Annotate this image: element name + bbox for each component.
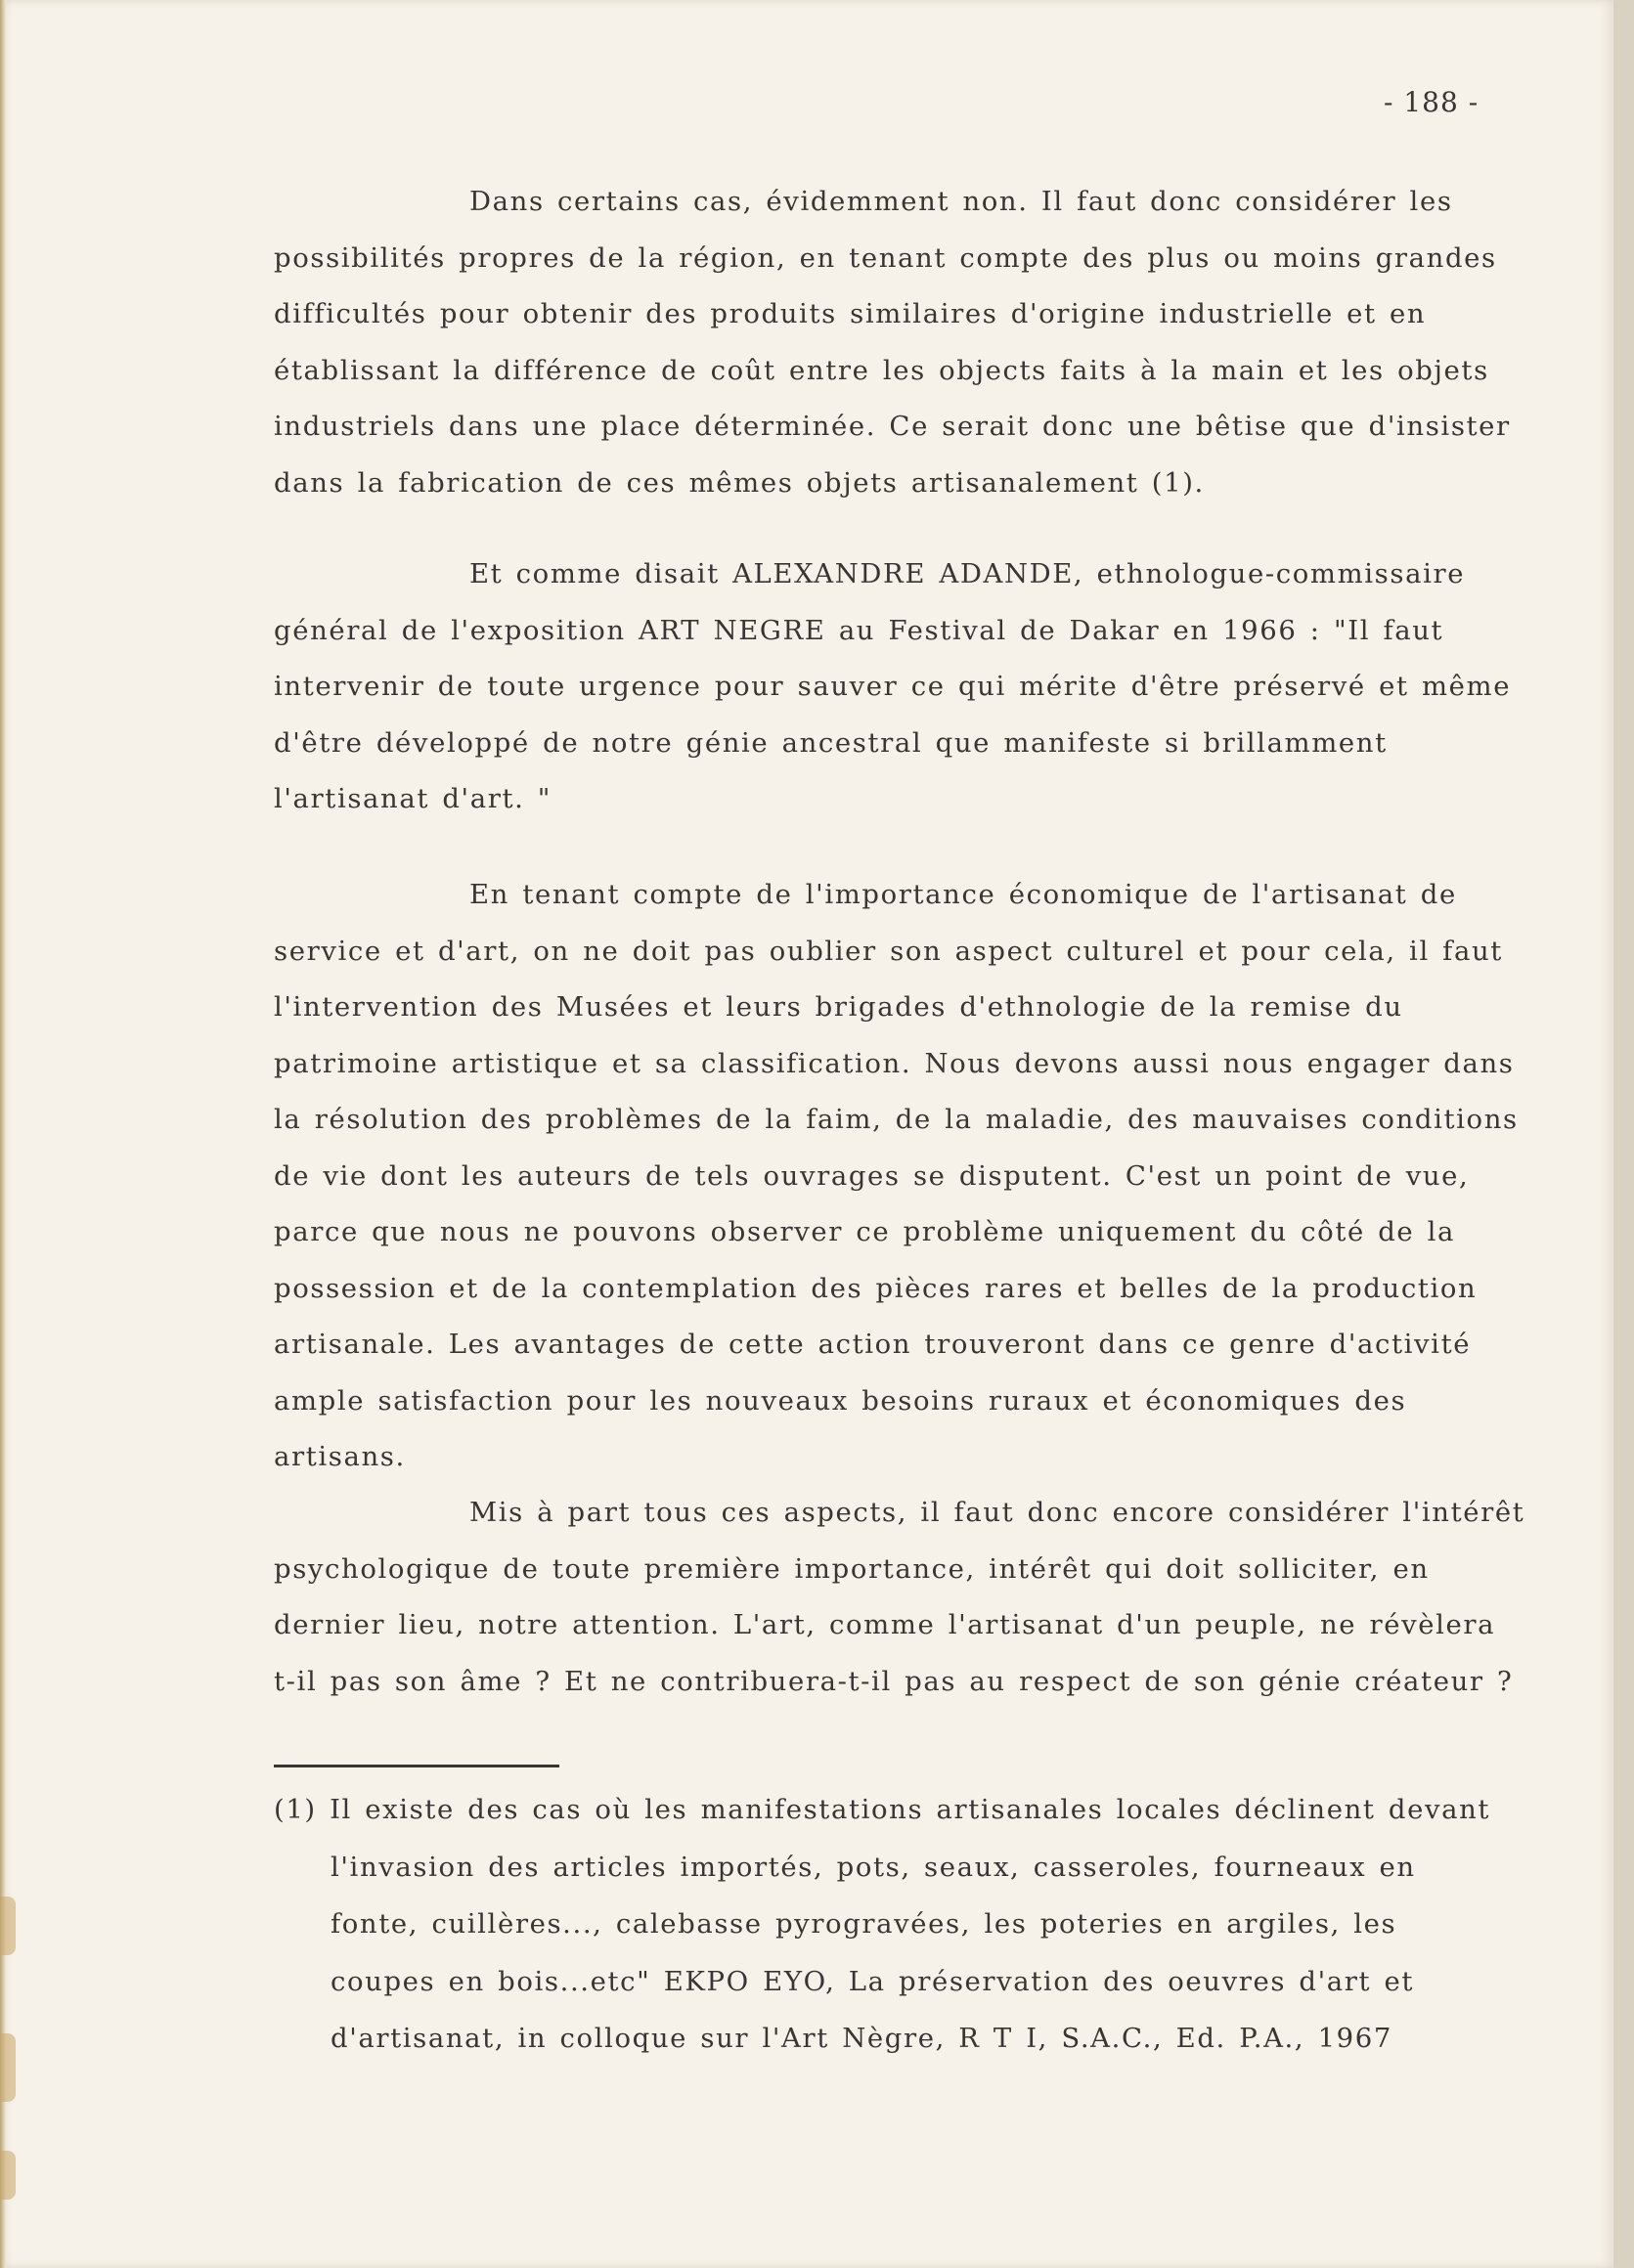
text-line: d'être développé de notre génie ancestral que manifeste si brillamment xyxy=(274,726,1388,759)
text-line: service et d'art, on ne doit pas oublier son aspect culturel et pour cela, il faut xyxy=(274,935,1503,967)
text-line: dernier lieu, notre attention. L'art, comme l'artisanat d'un peuple, ne révèlera xyxy=(274,1609,1496,1640)
text-line: possession et de la contemplation des pièces rares et belles de la production xyxy=(274,1272,1478,1304)
footnote-line: l'invasion des articles importés, pots, seaux, casseroles, fourneaux en xyxy=(331,1851,1416,1883)
text-line: l'artisanat d'art. " xyxy=(274,783,552,814)
text-line: la résolution des problèmes de la faim, de la maladie, des mauvaises conditions xyxy=(274,1104,1519,1135)
text-line: parce que nous ne pouvons observer ce problème uniquement du côté de la xyxy=(274,1216,1456,1247)
text-line: En tenant compte de l'importance économique de l'artisanat de xyxy=(469,879,1457,910)
page-number: - 188 - xyxy=(1384,86,1479,118)
text-line: psychologique de toute première importance, intérêt qui doit solliciter, en xyxy=(274,1552,1430,1585)
paper-stain xyxy=(0,2151,16,2200)
text-line: de vie dont les auteurs de tels ouvrages se disputent. C'est un point de vue, xyxy=(274,1159,1470,1192)
paragraph-4 xyxy=(274,1485,1594,1710)
footnote-separator xyxy=(274,1765,559,1767)
text-line: dans la fabrication de ces mêmes objets artisanalement (1). xyxy=(274,466,1205,499)
text-line: artisanale. Les avantages de cette action trouveront dans ce genre d'activité xyxy=(274,1329,1472,1360)
text-line: industriels dans une place déterminée. Ce serait donc une bêtise que d'insister xyxy=(274,411,1511,442)
footnote-line: fonte, cuillères..., calebasse pyrogravées, les poteries en argiles, les xyxy=(331,1908,1397,1940)
text-line: ample satisfaction pour les nouveaux besoins ruraux et économiques des xyxy=(274,1384,1407,1417)
paper-stain xyxy=(0,2033,16,2102)
text-line: l'intervention des Musées et leurs brigades d'ethnologie de la remise du xyxy=(274,991,1403,1023)
footnote-line: coupes en bois...etc" EKPO EYO, La préservation des oeuvres d'art et xyxy=(331,1965,1415,1997)
text-line: artisans. xyxy=(274,1441,406,1472)
text-line: possibilités propres de la région, en tenant compte des plus ou moins grandes xyxy=(274,241,1497,274)
text-line: t-il pas son âme ? Et ne contribuera-t-il pas au respect de son génie créateur ? xyxy=(274,1665,1514,1697)
text-line: Dans certains cas, évidemment non. Il faut donc considérer les xyxy=(469,186,1453,217)
text-line: général de l'exposition ART NEGRE au Festival de Dakar en 1966 : "Il faut xyxy=(274,614,1444,646)
text-line: Et comme disait ALEXANDRE ADANDE, ethnologue-commissaire xyxy=(469,558,1466,589)
paragraph-3 xyxy=(274,867,1594,1486)
footnote-line: d'artisanat, in colloque sur l'Art Nègre, R T I, S.A.C., Ed. P.A., 1967 xyxy=(331,2023,1392,2054)
paragraph-1 xyxy=(274,174,1594,511)
footnote-1 xyxy=(274,1781,1490,2068)
text-line: établissant la différence de coût entre les objects faits à la main et les objets xyxy=(274,354,1489,386)
text-line: difficultés pour obtenir des produits similaires d'origine industrielle et en xyxy=(274,298,1427,329)
text-line: Mis à part tous ces aspects, il faut donc encore considérer l'intérêt xyxy=(469,1497,1525,1528)
paragraph-2 xyxy=(274,546,1594,828)
text-line: intervenir de toute urgence pour sauver ce qui mérite d'être préservé et même xyxy=(274,671,1512,702)
footnote-line: (1) Il existe des cas où les manifestations artisanales locales déclinent devant xyxy=(274,1794,1491,1825)
paper-stain xyxy=(0,1897,16,1955)
text-line: patrimoine artistique et sa classification. Nous devons aussi nous engager dans xyxy=(274,1047,1515,1079)
